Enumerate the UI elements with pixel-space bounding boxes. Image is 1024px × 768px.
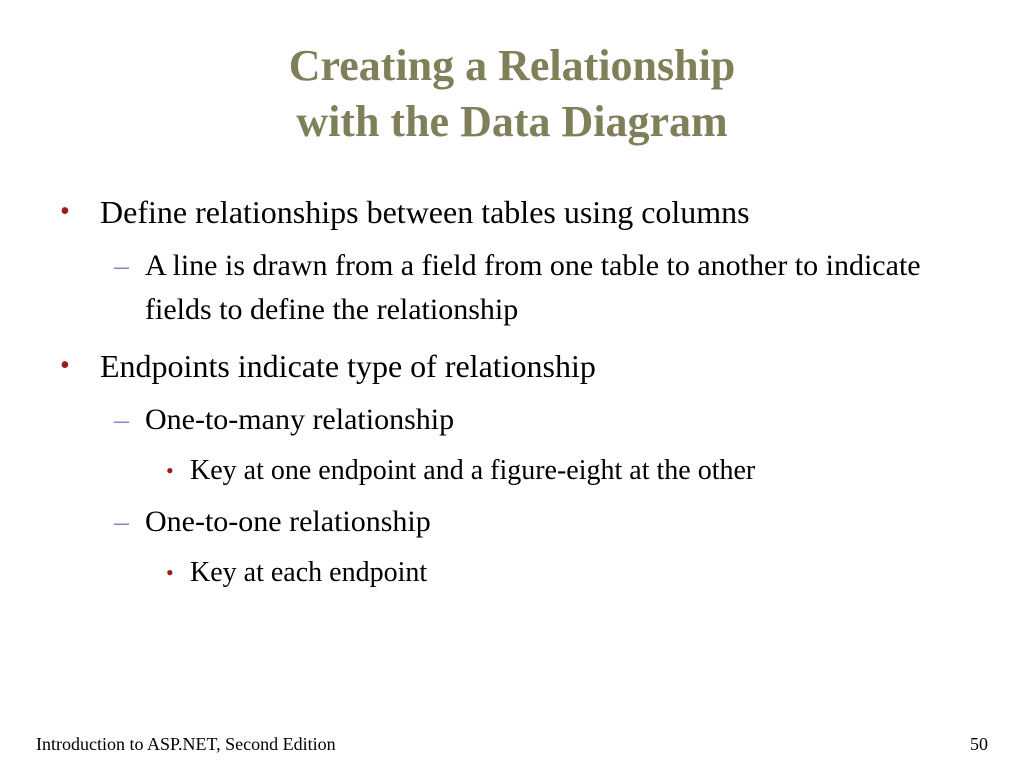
bullet-marker: • [60, 350, 70, 381]
bullet-marker: • [166, 560, 174, 585]
subsubbullet-text: Key at each endpoint [190, 557, 428, 588]
subbullet-text: One-to-many relationship [145, 403, 455, 436]
bullet-text: Endpoints indicate type of relationship [100, 348, 596, 384]
subbullet-text: A line is drawn from a field from one table to another to indicate fields to define the relationship [145, 249, 921, 326]
slide-title-line-1: Creating a Relationship [288, 41, 736, 90]
footer-source: Introduction to ASP.NET, Second Edition [36, 734, 336, 754]
bullet-marker: • [166, 458, 174, 483]
subsubbullet-text: Key at one endpoint and a figure-eight at the other [190, 455, 756, 486]
page-number: 50 [970, 734, 988, 754]
slide-title-line-2: with the Data Diagram [296, 97, 728, 146]
dash-marker: – [114, 403, 129, 436]
dash-marker: – [114, 505, 129, 538]
subbullet-text: One-to-one relationship [145, 505, 431, 538]
bullet-marker: • [60, 196, 70, 227]
dash-marker: – [114, 249, 129, 282]
bullet-text: Define relationships between tables using columns [100, 194, 750, 230]
